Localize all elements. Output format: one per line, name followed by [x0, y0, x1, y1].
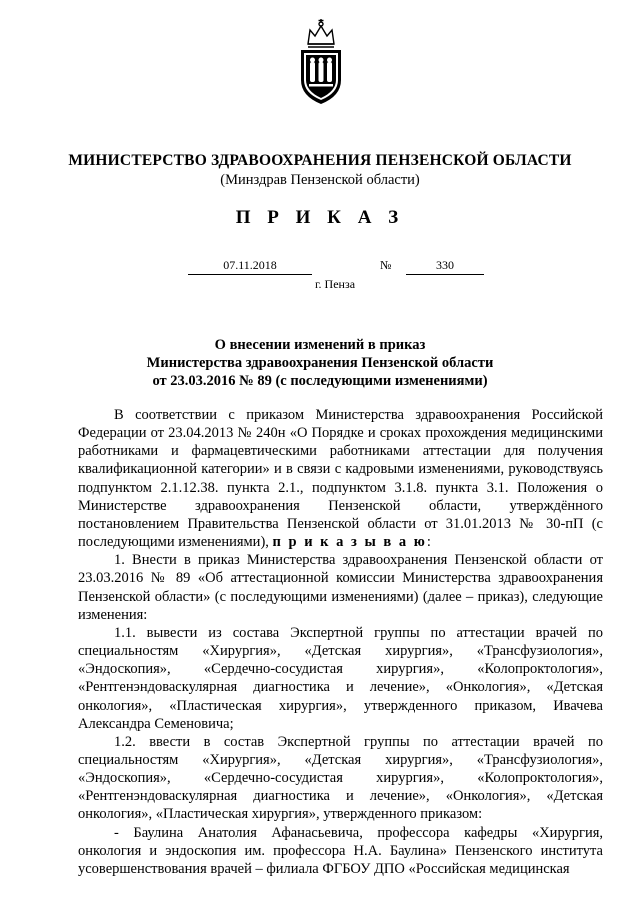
- preamble-paragraph: [78, 406, 603, 551]
- subject-line-2: Министерства здравоохранения Пензенской области: [146, 355, 494, 371]
- order-subject: [90, 336, 550, 390]
- preamble-text: В соответствии с приказом Министерства здравоохранения Российской Федерации от 23.04.2013 № 240н «О Порядке и сроках прохождения медицинскими работниками и фармацевтическими работниками аттестации для получения квалификационной категории» и в связи с кадровыми изменениями, руководствуясь подпунктом 2.1.12.38. пункта 2.1., подпунктом 3.1.8. пункта 3.1. Положения о Министерстве здравоохранения Пензенской области, утверждённого постановлением Правительства Пензенской области от 31.01.2013 № 30-пП (с последующими изменениями),: [78, 407, 603, 551]
- ministry-name: МИНИСТЕРСТВО ЗДРАВООХРАНЕНИЯ ПЕНЗЕНСКОЙ ОБЛАСТИ: [68, 152, 572, 169]
- preamble-end: :: [426, 534, 431, 551]
- order-number: 330: [406, 258, 484, 275]
- number-sign: №: [380, 258, 392, 272]
- order-date: 07.11.2018: [188, 258, 312, 275]
- appointee-paragraph: - Баулина Анатолия Афанасьевича, профессора кафедры «Хирургия, онкология и эндоскопия им. профессора Н.А. Баулина» Пензенского института усовершенствования врачей – филиала ФГБОУ ДПО «Российская медицинская: [78, 824, 603, 877]
- coat-of-arms-emblem: [296, 18, 346, 106]
- ministry-short-name: (Минздрав Пензенской области): [220, 172, 420, 188]
- subject-line-1: О внесении изменений в приказ: [214, 337, 426, 353]
- item-1-paragraph: 1. Внести в приказ Министерства здравоохранения Пензенской области от 23.03.2016 № 89 «Об аттестационной комиссии Министерства здравоохранения Пензенской области» (с последующими изменениями) (далее – приказ), следующие изменения:: [78, 552, 603, 623]
- order-title: П Р И К А З: [235, 207, 405, 228]
- item-1-2-paragraph: 1.2. ввести в состав Экспертной группы по аттестации врачей по специальностям «Хирургия», «Детская хирургия», «Трансфузиология», «Эндоскопия», «Сердечно-сосудистая хирургия», «Колопроктология», «Рентгенэндоваскулярная диагностика и лечение», «Онкология», «Детская онкология», «Пластическая хирургия», утвержденного приказом:: [78, 733, 603, 823]
- city-label: г. Пенза: [314, 277, 356, 291]
- order-body: [78, 406, 603, 878]
- subject-line-3: от 23.03.2016 № 89 (с последующими изменениями): [152, 373, 488, 389]
- item-1-1-paragraph: 1.1. вывести из состава Экспертной группы по аттестации врачей по специальностям «Хирургия», «Детская хирургия», «Трансфузиология», «Эндоскопия», «Сердечно-сосудистая хирургия», «Колопроктология», «Рентгенэндоваскулярная диагностика и лечение», «Онкология», «Детская онкология», «Пластическая хирургия», утвержденного приказом, Ивачева Александра Семеновича;: [78, 624, 603, 732]
- order-verb: п р и к а з ы в а ю: [272, 534, 427, 551]
